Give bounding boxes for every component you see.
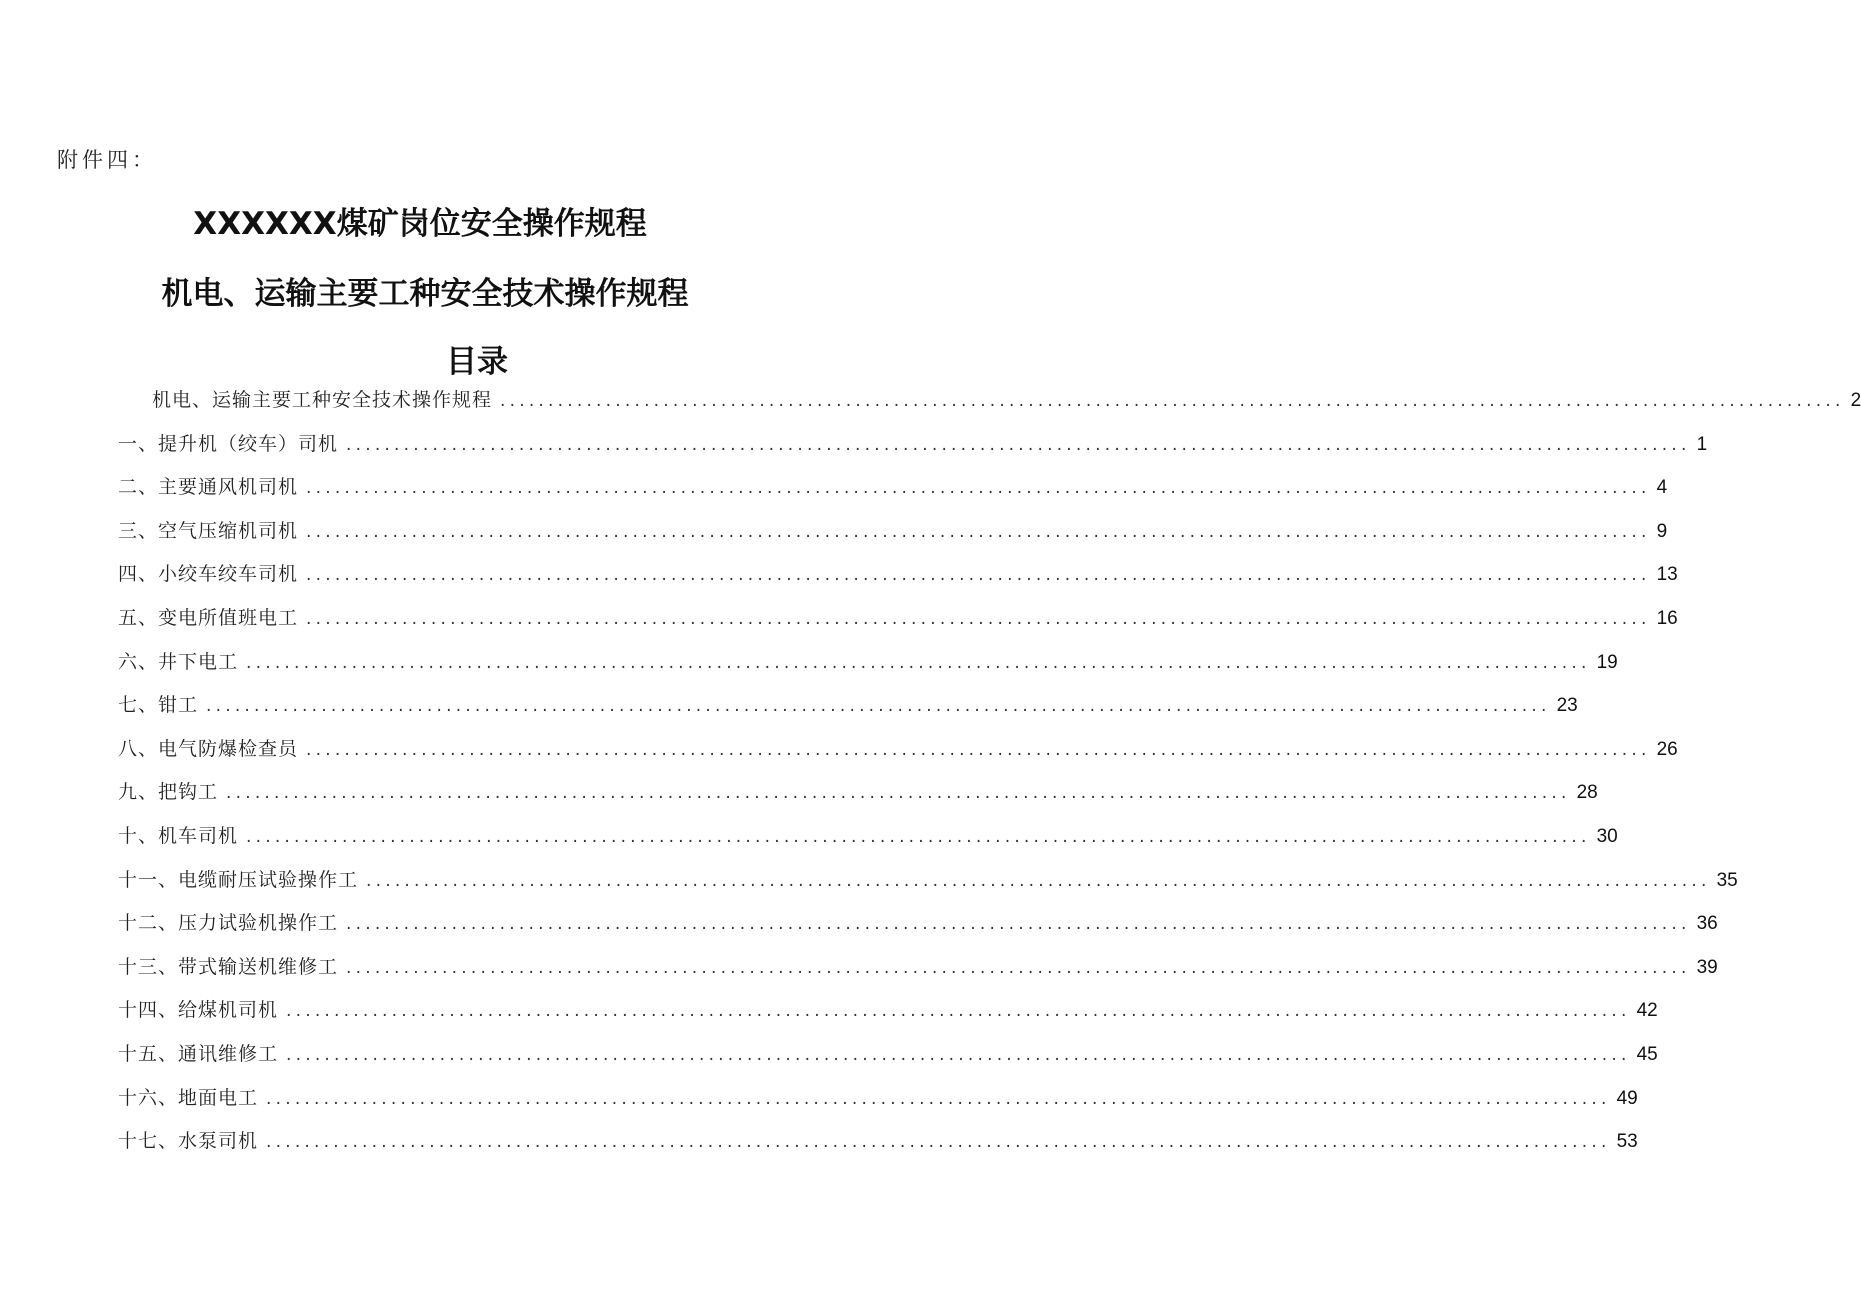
toc-dot-leader: ............................................................................................................................................	[226, 783, 1571, 804]
document-title: XXXXXX煤矿岗位安全操作规程	[193, 206, 647, 242]
toc-dot-leader: ............................................................................................................................................	[346, 914, 1691, 935]
toc-entry-page-number: 45	[1636, 1043, 1658, 1065]
toc-dot-leader: ............................................................................................................................................	[246, 826, 1591, 847]
toc-dot-leader: ............................................................................................................................................	[286, 1001, 1631, 1022]
toc-heading: 目录	[446, 344, 508, 380]
toc-entry-label: 十三、带式输送机维修工	[118, 955, 339, 978]
toc-entry-label: 三、空气压缩机司机	[118, 519, 299, 542]
toc-entry[interactable]	[118, 774, 1598, 818]
toc-entry[interactable]	[118, 644, 1618, 688]
toc-entry[interactable]	[118, 731, 1678, 775]
toc-entry[interactable]	[118, 1036, 1658, 1080]
toc-dot-leader: ............................................................................................................................................	[306, 608, 1651, 629]
toc-dot-leader: ............................................................................................................................................	[286, 1044, 1631, 1065]
toc-entry[interactable]	[118, 687, 1578, 731]
toc-entry-label: 一、提升机（绞车）司机	[118, 432, 339, 455]
toc-entry-label: 四、小绞车绞车司机	[118, 563, 299, 586]
toc-entry-label: 二、主要通风机司机	[118, 476, 299, 499]
toc-entry[interactable]	[118, 556, 1678, 600]
toc-entry-page-number: 49	[1616, 1087, 1638, 1109]
toc-dot-leader: ............................................................................................................................................	[306, 521, 1651, 542]
toc-entry-label: 十二、压力试验机操作工	[118, 912, 339, 935]
toc-entry-page-number: 39	[1696, 956, 1718, 978]
toc-entry-label: 九、把钩工	[118, 781, 219, 804]
toc-entry-page-number: 30	[1596, 825, 1618, 847]
table-of-contents	[118, 382, 1861, 1167]
toc-entry-page-number: 1	[1696, 433, 1708, 455]
toc-entry-page-number: 19	[1596, 651, 1618, 673]
toc-dot-leader: ............................................................................................................................................	[266, 1132, 1611, 1153]
toc-entry-label: 十、机车司机	[118, 824, 239, 847]
toc-entry-label: 十七、水泵司机	[118, 1130, 259, 1153]
toc-entry-label: 十四、给煤机司机	[118, 999, 279, 1022]
toc-entry-label: 六、井下电工	[118, 650, 239, 673]
toc-entry[interactable]	[118, 862, 1738, 906]
toc-entry[interactable]	[118, 426, 1708, 470]
toc-entry-page-number: 4	[1656, 477, 1668, 499]
toc-entry-page-number: 35	[1716, 869, 1738, 891]
toc-dot-leader: ............................................................................................................................................	[266, 1088, 1611, 1109]
toc-dot-leader: ............................................................................................................................................	[346, 957, 1691, 978]
toc-entry-label: 十六、地面电工	[118, 1086, 259, 1109]
toc-dot-leader: ............................................................................................................................................	[366, 870, 1711, 891]
toc-entry[interactable]	[118, 513, 1668, 557]
toc-dot-leader: ............................................................................................................................................	[306, 565, 1651, 586]
toc-entry[interactable]	[118, 992, 1658, 1036]
toc-entry-page-number: 9	[1656, 520, 1668, 542]
toc-entry[interactable]	[118, 382, 1861, 426]
toc-entry[interactable]	[118, 469, 1668, 513]
toc-entry-page-number: 23	[1556, 695, 1578, 717]
toc-dot-leader: ............................................................................................................................................	[346, 434, 1691, 455]
toc-entry-label: 十一、电缆耐压试验操作工	[118, 868, 359, 891]
toc-entry-page-number: 53	[1616, 1131, 1638, 1153]
toc-entry-page-number: 2	[1850, 390, 1861, 411]
toc-entry[interactable]	[118, 949, 1718, 993]
toc-entry-page-number: 28	[1576, 782, 1598, 804]
attachment-label: 附件四：	[57, 148, 157, 172]
toc-entry-page-number: 26	[1656, 738, 1678, 760]
toc-entry[interactable]	[118, 905, 1718, 949]
document-subtitle: 机电、运输主要工种安全技术操作规程	[161, 276, 689, 312]
toc-entry-label: 五、变电所值班电工	[118, 606, 299, 629]
toc-entry-page-number: 16	[1656, 607, 1678, 629]
toc-entry[interactable]	[118, 1080, 1638, 1124]
toc-entry[interactable]	[118, 600, 1678, 644]
toc-dot-leader: ............................................................................................................................................	[500, 391, 1845, 411]
toc-entry-label: 七、钳工	[118, 694, 199, 717]
toc-entry-label: 机电、运输主要工种安全技术操作规程	[152, 389, 493, 411]
toc-dot-leader: ............................................................................................................................................	[306, 739, 1651, 760]
toc-entry[interactable]	[118, 1123, 1638, 1167]
toc-entry-label: 十五、通讯维修工	[118, 1042, 279, 1065]
toc-entry[interactable]	[118, 818, 1618, 862]
toc-entry-label: 八、电气防爆检查员	[118, 737, 299, 760]
toc-entry-page-number: 42	[1636, 1000, 1658, 1022]
toc-dot-leader: ............................................................................................................................................	[206, 696, 1551, 717]
toc-dot-leader: ............................................................................................................................................	[246, 652, 1591, 673]
toc-entry-page-number: 13	[1656, 564, 1678, 586]
toc-entry-page-number: 36	[1696, 913, 1718, 935]
toc-dot-leader: ............................................................................................................................................	[306, 478, 1651, 499]
